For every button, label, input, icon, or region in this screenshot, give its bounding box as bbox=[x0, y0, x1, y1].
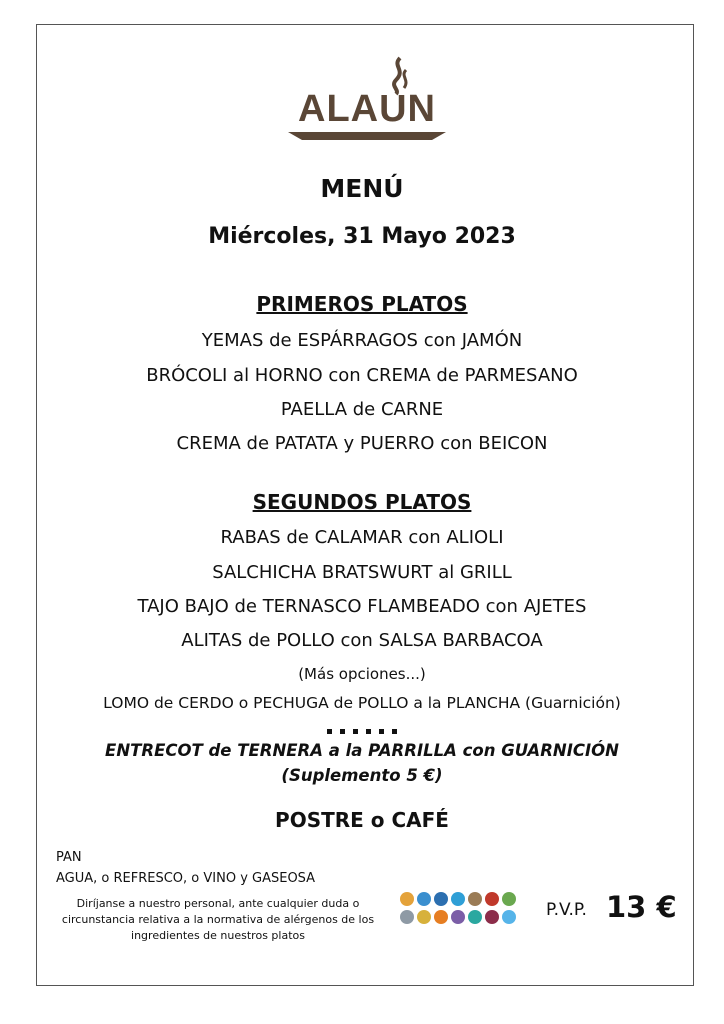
segundos-heading: SEGUNDOS PLATOS bbox=[252, 490, 472, 514]
dotted-separator bbox=[0, 719, 724, 727]
logo-text: ALAUN bbox=[298, 88, 436, 130]
allergen-icon bbox=[468, 910, 482, 924]
restaurant-logo bbox=[282, 48, 452, 148]
primeros-item: YEMAS de ESPÁRRAGOS con JAMÓN bbox=[201, 330, 523, 351]
allergen-icon bbox=[400, 910, 414, 924]
logo-number: 14 bbox=[420, 132, 431, 142]
menu-date: Miércoles, 31 Mayo 2023 bbox=[208, 224, 516, 249]
more-options-label: (Más opciones...) bbox=[298, 665, 426, 683]
extra-option: LOMO de CERDO o PECHUGA de POLLO a la PLANCHA (Guarnición) bbox=[103, 694, 621, 712]
allergen-icon bbox=[451, 892, 465, 906]
allergen-icon bbox=[451, 910, 465, 924]
allergen-notice: Diríjanse a nuestro personal, ante cualquier duda o circunstancia relativa a la normativa de alérgenos de los ingredientes de nuestros platos bbox=[61, 897, 375, 942]
price-label: P.V.P. bbox=[546, 900, 587, 920]
allergen-icon bbox=[400, 892, 414, 906]
primeros-item: BRÓCOLI al HORNO con CREMA de PARMESANO bbox=[146, 365, 578, 386]
allergen-icon bbox=[417, 892, 431, 906]
allergen-icon bbox=[485, 892, 499, 906]
allergen-icon bbox=[417, 910, 431, 924]
price-value: 13 € bbox=[606, 890, 677, 924]
special-dish: ENTRECOT de TERNERA a la PARRILLA con GUARNICIÓN bbox=[105, 741, 619, 760]
segundos-item: TAJO BAJO de TERNASCO FLAMBEADO con AJETES bbox=[137, 596, 587, 617]
allergen-icon bbox=[485, 910, 499, 924]
allergen-icon bbox=[434, 892, 448, 906]
bread-line: PAN bbox=[56, 850, 82, 865]
drinks-line: AGUA, o REFRESCO, o VINO y GASEOSA bbox=[56, 871, 316, 886]
primeros-heading: PRIMEROS PLATOS bbox=[256, 292, 468, 316]
segundos-item: ALITAS de POLLO con SALSA BARBACOA bbox=[181, 630, 543, 651]
segundos-item: SALCHICHA BRATSWURT al GRILL bbox=[212, 562, 512, 583]
allergen-icons bbox=[400, 892, 525, 928]
primeros-item: CREMA de PATATA y PUERRO con BEICON bbox=[176, 433, 548, 454]
allergen-icon bbox=[502, 892, 516, 906]
allergen-icon bbox=[468, 892, 482, 906]
allergen-icon bbox=[502, 910, 516, 924]
segundos-item: RABAS de CALAMAR con ALIOLI bbox=[220, 527, 504, 548]
menu-title: MENÚ bbox=[320, 174, 404, 203]
allergen-icon bbox=[434, 910, 448, 924]
primeros-item: PAELLA de CARNE bbox=[280, 399, 444, 420]
special-supplement: (Suplemento 5 €) bbox=[281, 766, 443, 785]
dessert-line: POSTRE o CAFÉ bbox=[275, 808, 449, 832]
